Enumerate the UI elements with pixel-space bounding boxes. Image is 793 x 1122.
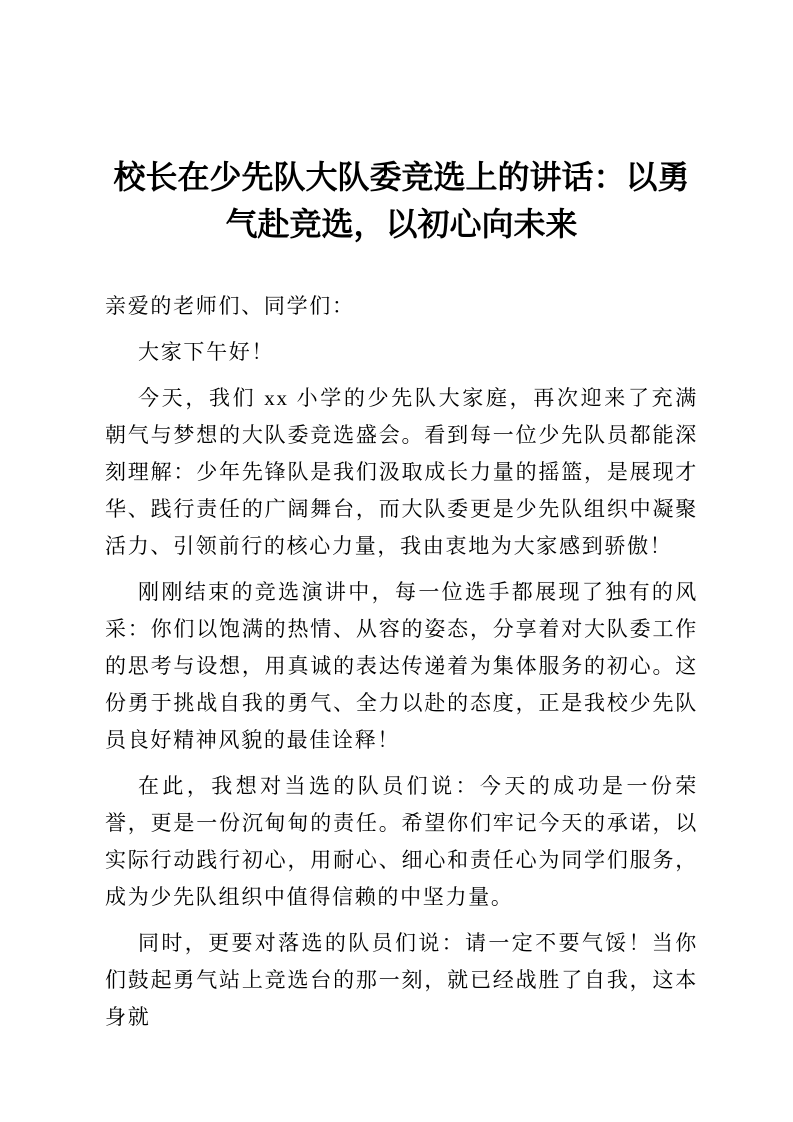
paragraph-to-elected-members: 在此，我想对当选的队员们说：今天的成功是一份荣誉，更是一份沉甸甸的责任。希望你们牢记今天的承诺，以实际行动践行初心，用耐心、细心和责任心为同学们服务，成为少先队组织中值得信赖的中坚力量。 <box>105 774 698 909</box>
paragraph-to-unelected-members: 同时，更要对落选的队员们说：请一定不要气馁！当你们鼓起勇气站上竞选台的那一刻，就已经战胜了自我，这本身就 <box>105 931 698 1029</box>
paragraph-salutation: 亲爱的老师们、同学们： <box>105 294 355 318</box>
paragraph-opening: 今天，我们 xx 小学的少先队大家庭，再次迎来了充满朝气与梦想的大队委竞选盛会。看到每一位少先队员都能深刻理解：少年先锋队是我们汲取成长力量的摇篮，是展现才华、践行责任的广阔舞台，而大队委更是少先队组织中凝聚活力、引领前行的核心力量，我由衷地为大家感到骄傲！ <box>105 386 698 558</box>
document-body <box>105 288 698 1036</box>
paragraph-greeting: 大家下午好！ <box>138 340 275 364</box>
document-title: 校长在少先队大队委竞选上的讲话：以勇气赴竞选，以初心向未来 <box>113 159 690 242</box>
paragraph-speech-review: 刚刚结束的竞选演讲中，每一位选手都展现了独有的风采：你们以饱满的热情、从容的姿态，分享着对大队委工作的思考与设想，用真诚的表达传递着为集体服务的初心。这份勇于挑战自我的勇气、全力以赴的态度，正是我校少先队员良好精神风貌的最佳诠释！ <box>105 580 698 752</box>
